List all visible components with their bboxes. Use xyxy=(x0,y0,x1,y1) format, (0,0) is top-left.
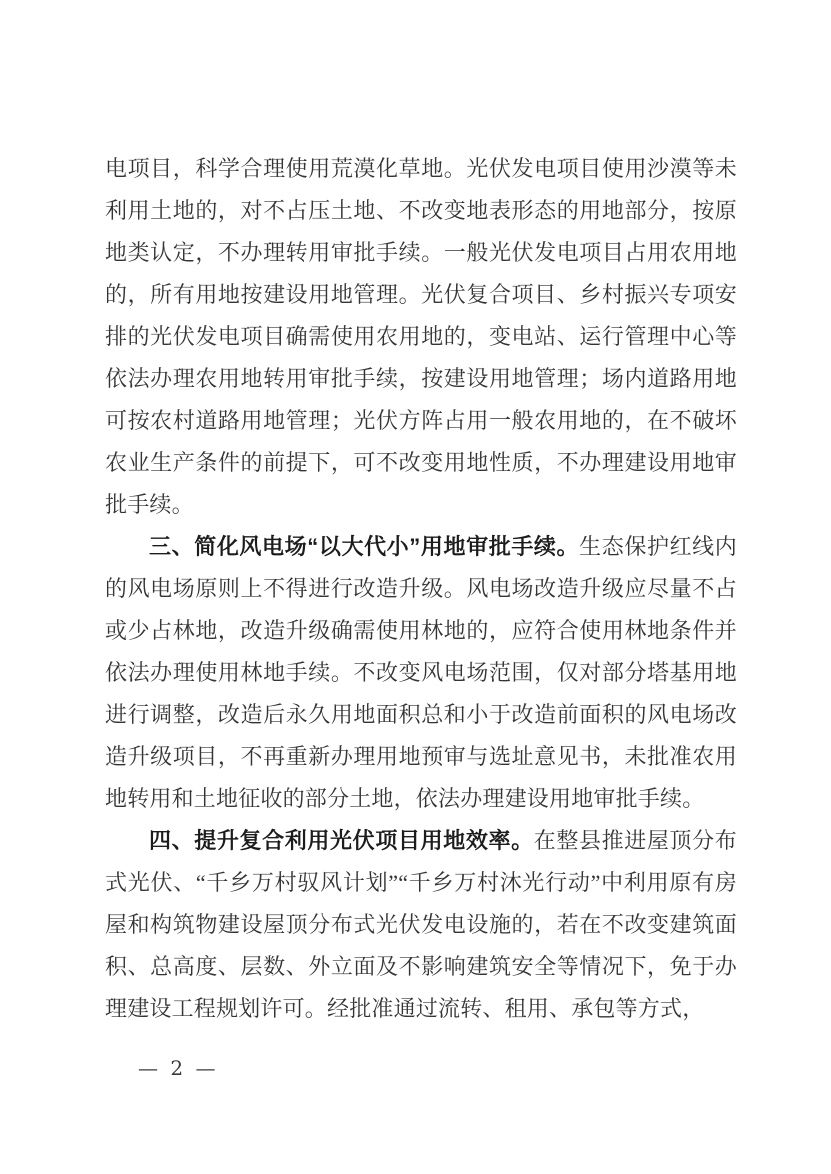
page-number: — 2 — xyxy=(138,1056,219,1080)
section-heading: 三、简化风电场“以大代小”用地审批手续。 xyxy=(149,534,580,559)
paragraph-text: 生态保护红线内的风电场原则上不得进行改造升级。风电场改造升级应尽量不占或少占林地，改造升级确需使用林地的，应符合使用林地条件并依法办理使用林地手续。不改变风电场范围，仅对部分塔基用地进行调整，改造后永久用地面积总和小于改造前面积的风电场改造升级项目，不再重新办理用地预审与选址意见书，未批准农用地转用和土地征收的部分土地，依法办理建设用地审批手续。 xyxy=(105,534,737,811)
paragraph-section-4 xyxy=(105,820,737,1030)
paragraph-text: 电项目，科学合理使用荒漠化草地。光伏发电项目使用沙漠等未利用土地的，对不占压土地、不改变地表形态的用地部分，按原地类认定，不办理转用审批手续。一般光伏发电项目占用农用地的，所有用地按建设用地管理。光伏复合项目、乡村振兴专项安排的光伏发电项目确需使用农用地的，变电站、运行管理中心等依法办理农用地转用审批手续，按建设用地管理；场内道路用地可按农村道路用地管理；光伏方阵占用一般农用地的，在不破坏农业生产条件的前提下，可不改变用地性质，不办理建设用地审批手续。 xyxy=(105,156,737,517)
paragraph-continuation xyxy=(105,148,737,526)
paragraph-section-3 xyxy=(105,526,737,820)
section-heading: 四、提升复合利用光伏项目用地效率。 xyxy=(149,828,534,853)
document-body xyxy=(105,148,737,1030)
paragraph-text: 在整县推进屋顶分布式光伏、“千乡万村驭风计划”“千乡万村沐光行动”中利用原有房屋和构筑物建设屋顶分布式光伏发电设施的，若在不改变建筑面积、总高度、层数、外立面及不影响建筑安全等情况下，免于办理建设工程规划许可。经批准通过流转、租用、承包等方式， xyxy=(105,828,737,1021)
